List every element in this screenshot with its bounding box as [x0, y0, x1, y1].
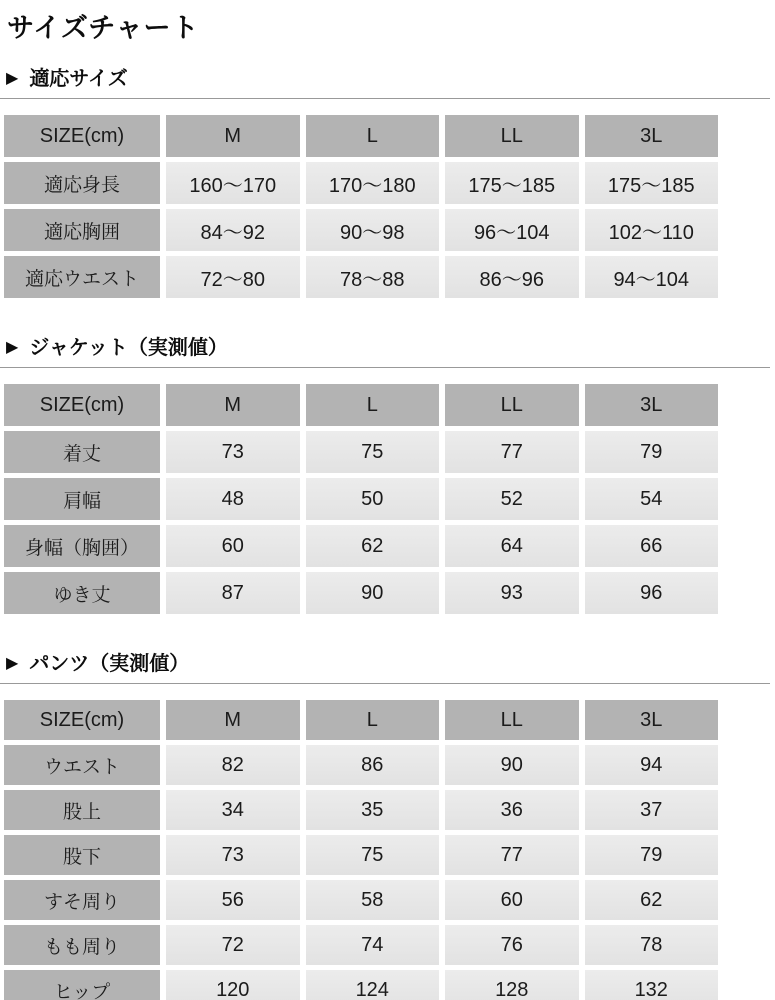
- value-cell: 120: [166, 970, 300, 1000]
- value-cell: 48: [166, 478, 300, 520]
- value-cell: 75: [306, 431, 440, 473]
- value-cell: 72: [166, 925, 300, 965]
- size-table: [4, 115, 718, 298]
- value-cell: 73: [166, 431, 300, 473]
- value-cell: 94: [585, 745, 719, 785]
- value-cell: 86〜96: [445, 256, 579, 298]
- value-cell: 77: [445, 835, 579, 875]
- column-header-cell: M: [166, 384, 300, 426]
- section-title: [0, 67, 775, 91]
- size-table: [4, 384, 718, 614]
- value-cell: 35: [306, 790, 440, 830]
- row-label-cell: 適応ウエスト: [4, 256, 160, 298]
- value-cell: 58: [306, 880, 440, 920]
- value-cell: 36: [445, 790, 579, 830]
- value-cell: 79: [585, 431, 719, 473]
- value-cell: 96: [585, 572, 719, 614]
- value-cell: 94〜104: [585, 256, 719, 298]
- section-title-label: ジャケット（実測値）: [29, 337, 228, 359]
- value-cell: 72〜80: [166, 256, 300, 298]
- size-table: [4, 700, 718, 1000]
- section-title-label: パンツ（実測値）: [29, 653, 190, 675]
- value-cell: 96〜104: [445, 209, 579, 251]
- column-header-cell: L: [306, 384, 440, 426]
- table-corner-cell: SIZE(cm): [4, 700, 160, 740]
- value-cell: 56: [166, 880, 300, 920]
- value-cell: 52: [445, 478, 579, 520]
- row-label-cell: すそ周り: [4, 880, 160, 920]
- value-cell: 87: [166, 572, 300, 614]
- column-header-cell: 3L: [585, 384, 719, 426]
- page-title: サイズチャート: [7, 13, 200, 43]
- value-cell: 73: [166, 835, 300, 875]
- value-cell: 90: [445, 745, 579, 785]
- row-label-cell: 股下: [4, 835, 160, 875]
- row-label-cell: ゆき丈: [4, 572, 160, 614]
- row-label-cell: 肩幅: [4, 478, 160, 520]
- value-cell: 170〜180: [306, 162, 440, 204]
- row-label-cell: 身幅（胸囲）: [4, 525, 160, 567]
- value-cell: 84〜92: [166, 209, 300, 251]
- size-section: [0, 336, 775, 614]
- value-cell: 60: [166, 525, 300, 567]
- row-label-cell: もも周り: [4, 925, 160, 965]
- value-cell: 124: [306, 970, 440, 1000]
- value-cell: 60: [445, 880, 579, 920]
- value-cell: 66: [585, 525, 719, 567]
- value-cell: 82: [166, 745, 300, 785]
- value-cell: 78: [585, 925, 719, 965]
- value-cell: 102〜110: [585, 209, 719, 251]
- value-cell: 90: [306, 572, 440, 614]
- section-title-label: 適応サイズ: [29, 68, 128, 90]
- section-title: [0, 652, 775, 676]
- column-header-cell: LL: [445, 115, 579, 157]
- value-cell: 64: [445, 525, 579, 567]
- table-corner-cell: SIZE(cm): [4, 384, 160, 426]
- row-label-cell: 適応胸囲: [4, 209, 160, 251]
- value-cell: 175〜185: [585, 162, 719, 204]
- row-label-cell: ヒップ: [4, 970, 160, 1000]
- column-header-cell: 3L: [585, 700, 719, 740]
- value-cell: 62: [306, 525, 440, 567]
- column-header-cell: 3L: [585, 115, 719, 157]
- value-cell: 86: [306, 745, 440, 785]
- section-divider: [0, 98, 770, 99]
- row-label-cell: 着丈: [4, 431, 160, 473]
- triangle-marker-icon: ▶: [6, 339, 19, 356]
- section-title: [0, 336, 775, 360]
- value-cell: 34: [166, 790, 300, 830]
- size-section: [0, 67, 775, 298]
- section-divider: [0, 367, 770, 368]
- size-section: [0, 652, 775, 1000]
- section-divider: [0, 683, 770, 684]
- table-corner-cell: SIZE(cm): [4, 115, 160, 157]
- value-cell: 37: [585, 790, 719, 830]
- value-cell: 79: [585, 835, 719, 875]
- size-chart-sections: [0, 67, 775, 1000]
- column-header-cell: L: [306, 700, 440, 740]
- column-header-cell: LL: [445, 700, 579, 740]
- triangle-marker-icon: ▶: [6, 655, 19, 672]
- row-label-cell: 適応身長: [4, 162, 160, 204]
- value-cell: 77: [445, 431, 579, 473]
- value-cell: 54: [585, 478, 719, 520]
- value-cell: 160〜170: [166, 162, 300, 204]
- row-label-cell: ウエスト: [4, 745, 160, 785]
- value-cell: 128: [445, 970, 579, 1000]
- column-header-cell: M: [166, 700, 300, 740]
- column-header-cell: M: [166, 115, 300, 157]
- value-cell: 74: [306, 925, 440, 965]
- column-header-cell: LL: [445, 384, 579, 426]
- triangle-marker-icon: ▶: [6, 70, 19, 87]
- value-cell: 93: [445, 572, 579, 614]
- value-cell: 76: [445, 925, 579, 965]
- value-cell: 90〜98: [306, 209, 440, 251]
- value-cell: 78〜88: [306, 256, 440, 298]
- row-label-cell: 股上: [4, 790, 160, 830]
- value-cell: 75: [306, 835, 440, 875]
- value-cell: 62: [585, 880, 719, 920]
- value-cell: 132: [585, 970, 719, 1000]
- column-header-cell: L: [306, 115, 440, 157]
- value-cell: 175〜185: [445, 162, 579, 204]
- value-cell: 50: [306, 478, 440, 520]
